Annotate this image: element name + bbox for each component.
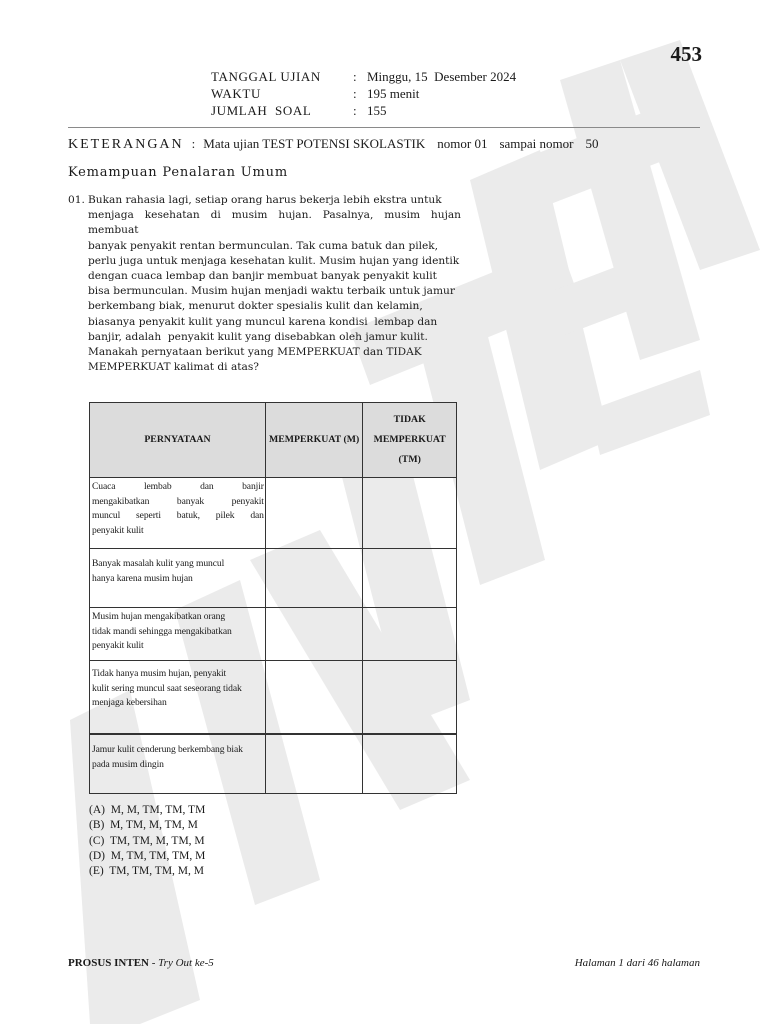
statement-word: banjir (242, 481, 264, 492)
table-row (90, 608, 457, 661)
footer-brand-name: PROSUS INTEN (68, 957, 149, 969)
meta-row-time (211, 85, 516, 102)
meta-value: 195 menit (367, 86, 420, 101)
footer-brand (68, 957, 214, 969)
meta-row-count (211, 102, 516, 119)
meta-label: WAKTU (211, 86, 261, 101)
statement-word: pilek (215, 510, 235, 522)
meta-value: 155 (367, 103, 387, 118)
keterangan-from: nomor 01 (437, 136, 488, 151)
option-c[interactable]: (C) TM, TM, M, TM, M (89, 834, 205, 847)
question-line: MEMPERKUAT kalimat di atas? (88, 361, 259, 374)
table-header-row (90, 403, 457, 478)
table-row (90, 549, 457, 608)
statement-line: Banyak masalah kulit yang muncul (92, 558, 225, 569)
option-a[interactable]: (A) M, M, TM, TM, TM (89, 804, 206, 816)
header-tm-line: MEMPERKUAT (373, 434, 446, 445)
answer-cell-m[interactable] (265, 478, 363, 549)
option-e[interactable]: (E) TM, TM, TM, M, M (89, 865, 205, 878)
statement-line: hanya karena musim hujan (92, 572, 193, 584)
question-line: Manakah pernyataan berikut yang MEMPERKUAT dan TIDAK (88, 346, 422, 359)
keterangan-end: 50 (585, 136, 599, 151)
answer-cell-tm[interactable] (363, 661, 457, 735)
footer-page-count: Halaman 1 dari 46 halaman (574, 957, 700, 969)
keterangan-to: sampai nomor (499, 136, 574, 151)
statement-word: muncul (92, 510, 121, 522)
statement-table (89, 402, 457, 794)
statement-word: banyak (176, 495, 205, 507)
option-d[interactable]: (D) M, TM, TM, TM, M (89, 849, 206, 862)
option-b[interactable]: (B) M, TM, M, TM, M (89, 819, 198, 832)
table-row (90, 734, 457, 794)
header-memperkuat: MEMPERKUAT (M) (265, 403, 363, 478)
statement-line: Jamur kulit cenderung berkembang biak (92, 744, 243, 755)
question-number: 01. (68, 194, 85, 206)
answer-cell-tm[interactable] (363, 734, 457, 794)
answer-cell-tm[interactable] (363, 608, 457, 661)
exam-meta (211, 68, 516, 119)
question-line: dengan cuaca lembap dan banjir membuat banyak penyakit kulit (88, 270, 437, 283)
statement-word: lembab (143, 481, 172, 492)
statement-line: penyakit kulit (92, 640, 144, 652)
question-line: bisa bermunculan. Musim hujan menjadi waktu terbaik untuk jamur (88, 285, 455, 298)
meta-label: TANGGAL UJIAN (211, 69, 321, 84)
table-row (90, 478, 457, 549)
keterangan-colon: : (191, 136, 196, 151)
statement-word: Cuaca (92, 481, 116, 492)
statement-line: tidak mandi sehingga mengakibatkan (92, 625, 232, 637)
keterangan-text: Mata ujian TEST POTENSI SKOLASTIK (203, 136, 426, 151)
meta-colon: : (353, 69, 357, 84)
statement-line: kulit sering muncul saat seseorang tidak (92, 682, 242, 694)
question-line: perlu juga untuk menjaga kesehatan kulit. Musim hujan yang identik (88, 254, 460, 267)
question-line: Bukan rahasia lagi, setiap orang harus bekerja lebih ekstra untuk (88, 194, 442, 206)
statement-word: batuk, (176, 510, 200, 522)
question-text (88, 193, 461, 375)
statement-cell (90, 549, 266, 608)
answer-options (89, 803, 205, 879)
answer-cell-m[interactable] (265, 734, 363, 794)
statement-word: penyakit kulit (92, 524, 144, 536)
statement-word: mengakibatkan (92, 495, 150, 507)
statement-cell (90, 661, 266, 735)
question-line: menjaga kesehatan di musim hujan. Pasalnya, musim hujan membuat (88, 209, 461, 237)
answer-cell-m[interactable] (265, 549, 363, 608)
statement-line: menjaga kebersihan (92, 697, 167, 709)
statement-line: Musim hujan mengakibatkan orang (92, 611, 226, 622)
answer-cell-tm[interactable] (363, 478, 457, 549)
keterangan-label: KETERANGAN (68, 137, 184, 152)
statement-line: pada musim dingin (92, 758, 164, 770)
header-tidak-memperkuat (363, 403, 457, 478)
page-number: 453 (670, 42, 702, 66)
answer-cell-tm[interactable] (363, 549, 457, 608)
statement-word: penyakit (231, 495, 264, 507)
statement-cell (90, 608, 266, 661)
section-title: Kemampuan Penalaran Umum (68, 165, 288, 180)
statement-line: Tidak hanya musim hujan, penyakit (92, 668, 227, 679)
question-line: berkembang biak, menurut dokter spesialis kulit dan kelamin, (88, 300, 423, 313)
header-tm-line: TIDAK (393, 414, 426, 425)
statement-cell (90, 478, 266, 549)
meta-label: JUMLAH SOAL (211, 103, 312, 118)
statement-word: dan (200, 481, 214, 492)
answer-cell-m[interactable] (265, 608, 363, 661)
meta-row-date (211, 68, 516, 85)
table-row (90, 661, 457, 735)
answer-cell-m[interactable] (265, 661, 363, 735)
header-pernyataan: PERNYATAAN (90, 403, 266, 478)
question-line: biasanya penyakit kulit yang muncul karena kondisi lembap dan (88, 315, 438, 328)
footer-subtitle: - Try Out ke-5 (149, 957, 214, 969)
statement-word: dan (250, 510, 264, 522)
question-line: banyak penyakit rentan bermunculan. Tak cuma batuk dan pilek, (88, 239, 439, 252)
statement-word: seperti (136, 510, 161, 522)
meta-value: Minggu, 15 Desember 2024 (367, 69, 517, 84)
keterangan-line (68, 136, 598, 153)
meta-colon: : (353, 103, 357, 118)
header-tm-line: (TM) (398, 454, 421, 465)
meta-colon: : (353, 86, 357, 101)
header-divider (68, 127, 700, 128)
question-line: banjir, adalah penyakit kulit yang disebabkan oleh jamur kulit. (88, 330, 428, 343)
statement-cell (90, 734, 266, 794)
